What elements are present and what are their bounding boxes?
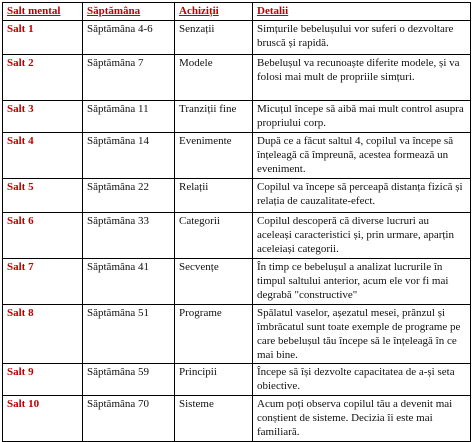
salt-cell: Salt 1 <box>3 21 83 55</box>
salt-cell: Salt 2 <box>3 55 83 101</box>
mental-leaps-table <box>2 2 471 442</box>
skill-cell: Programe <box>175 305 253 364</box>
week-cell: Săptămâna 41 <box>83 259 175 305</box>
table-row <box>3 55 471 101</box>
table-row <box>3 259 471 305</box>
header-achizitii: Achiziții <box>175 3 253 21</box>
skill-cell: Principii <box>175 364 253 396</box>
week-cell: Săptămâna 33 <box>83 213 175 259</box>
table-row <box>3 21 471 55</box>
week-cell: Săptămâna 11 <box>83 101 175 133</box>
week-cell: Săptămâna 70 <box>83 396 175 442</box>
detail-cell: Simțurile bebelușului vor suferi o dezvoltare bruscă și rapidă. <box>253 21 471 55</box>
table-row <box>3 396 471 442</box>
table-row <box>3 101 471 133</box>
salt-cell: Salt 8 <box>3 305 83 364</box>
detail-cell: Începe să își dezvolte capacitatea de a-și seta obiective. <box>253 364 471 396</box>
salt-cell: Salt 4 <box>3 133 83 179</box>
week-cell: Săptămâna 22 <box>83 179 175 213</box>
salt-cell: Salt 9 <box>3 364 83 396</box>
table-row <box>3 364 471 396</box>
skill-cell: Tranziții fine <box>175 101 253 133</box>
detail-cell: Bebelușul va recunoaște diferite modele, și va folosi mai mult de propriile simțuri. <box>253 55 471 101</box>
skill-cell: Senzații <box>175 21 253 55</box>
skill-cell: Evenimente <box>175 133 253 179</box>
week-cell: Săptămâna 14 <box>83 133 175 179</box>
detail-cell: După ce a făcut saltul 4, copilul va începe să înțeleagă că împreună, acestea formează un eveniment. <box>253 133 471 179</box>
table-header-row <box>3 3 471 21</box>
salt-cell: Salt 7 <box>3 259 83 305</box>
salt-cell: Salt 10 <box>3 396 83 442</box>
table-row <box>3 213 471 259</box>
detail-cell: Copilul descoperă că diverse lucruri au aceleași caracteristici și, prin urmare, aparțin aceleiași categorii. <box>253 213 471 259</box>
skill-cell: Relații <box>175 179 253 213</box>
detail-cell: Acum poți observa copilul tău a devenit mai conștient de sisteme. Decizia îi este mai familiară. <box>253 396 471 442</box>
skill-cell: Secvențe <box>175 259 253 305</box>
week-cell: Săptămâna 59 <box>83 364 175 396</box>
detail-cell: Spălatul vaselor, așezatul mesei, prânzul și îmbrăcatul sunt toate exemple de programe pe care bebelușul tău începe să le înțeleagă în ce mai bine. <box>253 305 471 364</box>
skill-cell: Modele <box>175 55 253 101</box>
skill-cell: Sisteme <box>175 396 253 442</box>
week-cell: Săptămâna 4-6 <box>83 21 175 55</box>
table-row <box>3 133 471 179</box>
detail-cell: În timp ce bebelușul a analizat lucrurile în timpul saltului anterior, acum ele vor fi mai degrabă "constructive" <box>253 259 471 305</box>
detail-cell: Copilul va începe să perceapă distanța fizică și relația de cauzalitate-efect. <box>253 179 471 213</box>
header-detalii: Detalii <box>253 3 471 21</box>
skill-cell: Categorii <box>175 213 253 259</box>
table-row <box>3 305 471 364</box>
salt-cell: Salt 5 <box>3 179 83 213</box>
salt-cell: Salt 3 <box>3 101 83 133</box>
header-saptamana: Săptămâna <box>83 3 175 21</box>
header-salt-mental: Salt mental <box>3 3 83 21</box>
table-row <box>3 179 471 213</box>
week-cell: Săptămâna 7 <box>83 55 175 101</box>
week-cell: Săptămâna 51 <box>83 305 175 364</box>
salt-cell: Salt 6 <box>3 213 83 259</box>
detail-cell: Micuțul începe să aibă mai mult control asupra propriului corp. <box>253 101 471 133</box>
